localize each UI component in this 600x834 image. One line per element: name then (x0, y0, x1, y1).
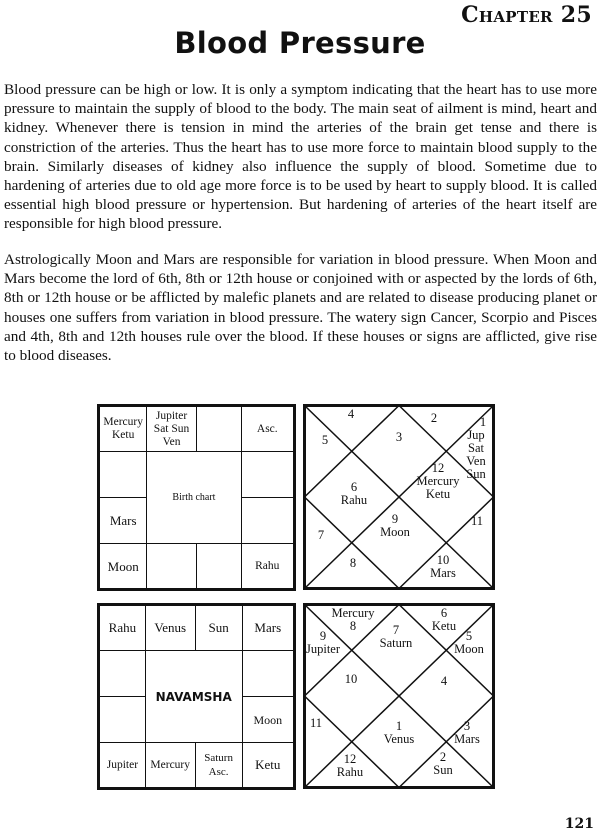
planet-label: Mercury (331, 606, 375, 620)
paragraph-2: Astrologically Moon and Mars are responsible for variation in blood pressure. When Moon and Mars become the lord of 6th, 8th or 12th house or conjoined with or aspected by the lords of 6th, 8th or 12th house or be afflicted by malefic planets and are related to disease producing planet or houses one suffers from variation in blood pressure. The watery sign Cancer, Scorpio and Pisces and 4th, 8th and 12th houses rule over the blood. If these houses or signs are afflicted, give rise to blood diseases. (4, 251, 597, 365)
cell-line: Jupiter (106, 759, 139, 771)
chart-cell (242, 605, 294, 651)
paragraph-1: Blood pressure can be high or low. It is only a symptom indicating that the heart has to use more pressure to maintain the supply of blood to the body. The main seat of ailment is mind, heart and kidney. Whenever there is tension in mind the arteries of the brain get tense and there is constriction of the arteries. Thus the heart has to use more force to maintain blood supply to the brain. Similarly diseases of kidney also influence the supply of blood. Sometime due to hardening of arteries due to old age more force is to be used by heart to supply blood. It is called essential high blood pressure or hypertension. But hardening of arteries of the heart itself are responsible for high blood pressure. (4, 81, 597, 233)
center-label: NAVAMSHA (155, 689, 232, 704)
house-number: 2 (439, 750, 447, 764)
cell-line: Moon (107, 558, 139, 574)
cell-line: Jupiter (155, 409, 188, 422)
chart-cell (99, 498, 147, 544)
chart-cell (145, 605, 195, 651)
planet-label: Venus (383, 732, 415, 746)
planet-label: Mars (454, 732, 480, 746)
cell-line: Saturn (204, 752, 233, 764)
chart-cell (99, 605, 146, 651)
chart-cell (196, 544, 241, 590)
house-number: 7 (392, 623, 400, 637)
planet-label: Jup (467, 428, 485, 442)
cell-line: Moon (253, 712, 283, 727)
house-number: 7 (317, 528, 325, 542)
planet-label: Ketu (425, 487, 451, 501)
house-number: 5 (465, 629, 473, 643)
cell-line: Mars (109, 513, 137, 528)
house-number: 9 (319, 629, 327, 643)
chart-center (145, 651, 242, 743)
chart-cell (99, 697, 146, 743)
chart-cell (242, 697, 294, 743)
chart-cell (241, 498, 294, 544)
house-number: 8 (349, 556, 357, 570)
cell-line: Rahu (108, 620, 137, 635)
chart-cell (147, 406, 196, 452)
cell-line: Rahu (255, 559, 280, 572)
house-number: 6 (350, 480, 358, 494)
house-number: 9 (391, 512, 399, 526)
house-number: 1 (479, 415, 487, 429)
planet-label: Ketu (431, 619, 457, 633)
page-title: Blood Pressure (174, 26, 426, 60)
chart-cell (99, 452, 147, 498)
chart-cell (241, 406, 294, 452)
house-number: 2 (430, 411, 438, 425)
house-number: 11 (470, 514, 484, 528)
cell-line: Ketu (255, 757, 281, 772)
cell-line: Mercury (103, 416, 143, 428)
house-number: 10 (436, 553, 450, 567)
chart-cell (242, 651, 294, 697)
chart-cell (99, 651, 146, 697)
house-number: 5 (321, 433, 329, 447)
planet-label: Mars (430, 566, 456, 580)
chart-cell (242, 743, 294, 789)
planet-label: Sun (433, 763, 453, 777)
house-number: 3 (463, 719, 471, 733)
birth-chart-south (97, 404, 296, 591)
center-label: Birth chart (172, 492, 216, 503)
chart-cell (145, 743, 195, 789)
planet-label: Sun (466, 467, 486, 481)
navamsha-chart-north (303, 603, 495, 789)
cell-line: Venus (154, 620, 187, 635)
chapter-heading: Chapter 25 (461, 2, 592, 28)
birth-chart-north (303, 404, 495, 590)
cell-line: Mars (254, 620, 282, 635)
house-number: 11 (309, 716, 323, 730)
chart-cell (99, 743, 146, 789)
planet-label: Rahu (340, 493, 368, 507)
planet-label: Moon (454, 642, 484, 656)
cell-line: Ven (162, 435, 181, 448)
house-number: 4 (440, 674, 448, 688)
house-number: 10 (344, 672, 358, 686)
house-number: 4 (347, 407, 355, 421)
cell-line: Asc. (256, 422, 278, 435)
chart-cell (99, 406, 147, 452)
cell-line: Mercury (150, 759, 190, 771)
house-number: 3 (395, 430, 403, 444)
cell-line: Sun (208, 620, 229, 635)
planet-label: Ven (466, 454, 486, 468)
planet-label: Jupiter (305, 642, 341, 656)
chart-cell (195, 743, 242, 789)
cell-line: Sat Sun (153, 422, 190, 435)
house-number: 12 (343, 752, 357, 766)
house-number: 12 (431, 461, 445, 475)
planet-label: Rahu (336, 765, 364, 779)
chart-cell (195, 605, 242, 651)
planet-label: Saturn (379, 636, 413, 650)
house-number: 8 (349, 619, 357, 633)
chart-cell (196, 406, 241, 452)
house-number: 1 (395, 719, 403, 733)
planet-label: Mercury (416, 474, 460, 488)
chart-cell (99, 544, 147, 590)
chart-cell (241, 544, 294, 590)
house-number: 6 (440, 606, 448, 620)
chart-cell (241, 452, 294, 498)
cell-line: Ketu (111, 429, 135, 441)
chart-center (147, 452, 241, 544)
planet-label: Sat (468, 441, 484, 455)
cell-line: Asc. (208, 766, 229, 778)
navamsha-chart-south (97, 603, 296, 790)
chart-cell (147, 544, 196, 590)
page-number: 121 (564, 816, 594, 832)
planet-label: Moon (380, 525, 410, 539)
